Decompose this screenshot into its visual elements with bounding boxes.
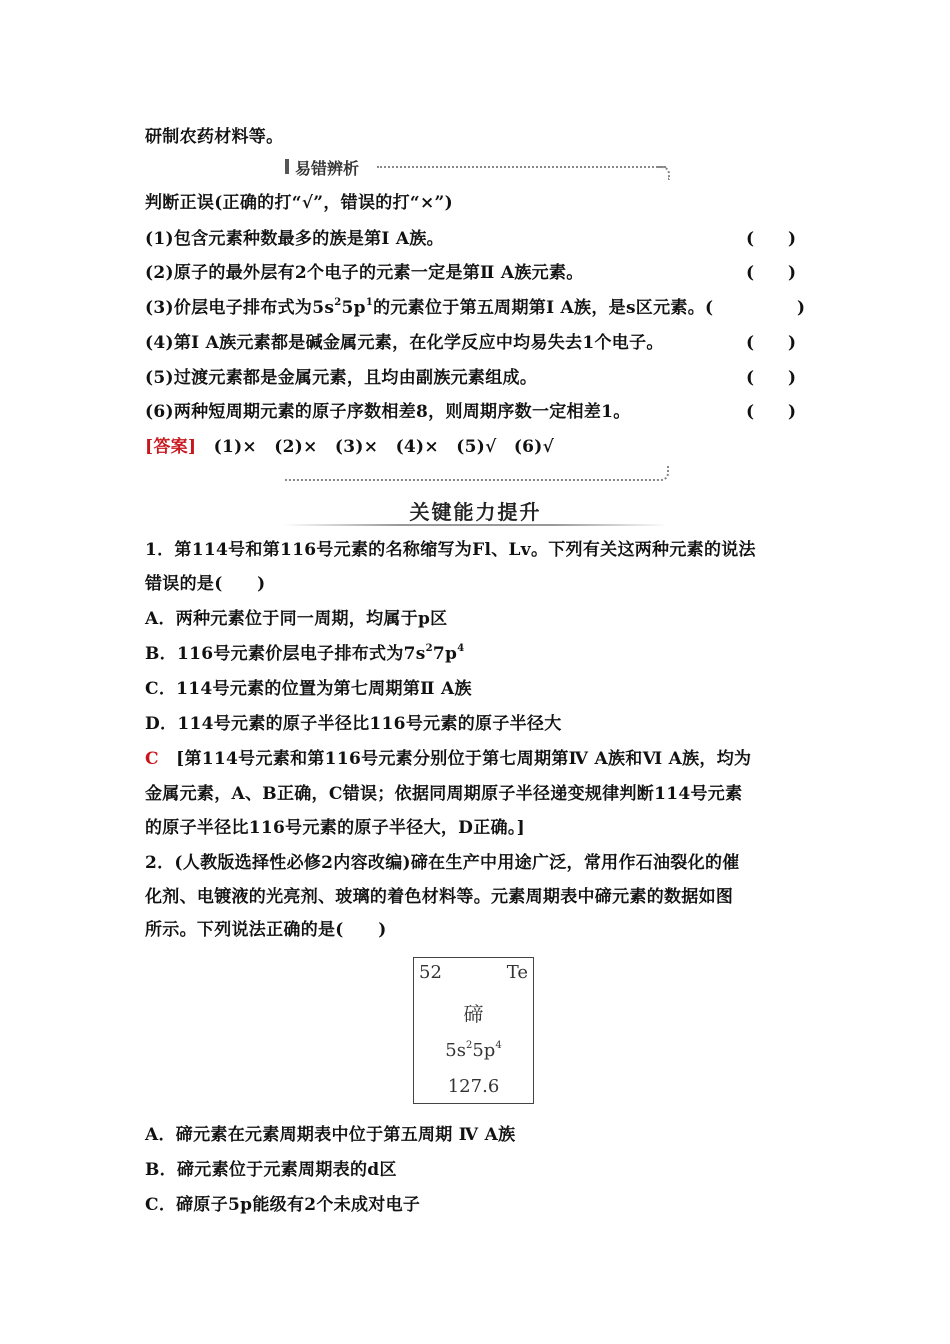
q1-explanation-line3: 的原子半径比116号元素的原子半径大，D正确。] <box>145 818 525 838</box>
electron-config <box>414 1040 533 1061</box>
q2-option-b: B．碲元素位于元素周期表的d区 <box>145 1160 397 1180</box>
q1-explanation-line2: 金属元素，A、B正确，C错误；依据同周期原子半径递变规律判断114号元素 <box>145 784 743 804</box>
element-symbol: Te <box>506 962 528 983</box>
key-ability-header <box>283 494 668 528</box>
q2-option-c: C．碲原子5p能级有2个未成对电子 <box>145 1195 421 1215</box>
judge-item-3 <box>145 297 713 319</box>
answer-blank-4: ( ) <box>746 333 797 353</box>
answer-text: (1)× (2)× (3)× (4)× (5)√ (6)√ <box>213 437 555 457</box>
answer-blank-2: ( ) <box>746 263 797 283</box>
judge-instruction: 判断正误(正确的打“√”，错误的打“×”) <box>145 193 453 213</box>
q1-exp-text: [第114号元素和第116号元素分别位于第七周期第Ⅳ A族和Ⅵ A族，均为 <box>176 749 752 769</box>
q1-option-a: A．两种元素位于同一周期，均属于p区 <box>145 609 448 629</box>
config-sup-a: 2 <box>465 1040 473 1051</box>
item3-text-c: 的元素位于第五周期第Ⅰ A族，是s区元素。( <box>373 298 714 318</box>
item3-text-b: 5p <box>341 298 366 318</box>
dotted-divider <box>377 166 666 168</box>
divider-curl <box>658 166 670 180</box>
q1-answer-letter: C <box>145 749 159 769</box>
judge-item-4: (4)第Ⅰ A族元素都是碱金属元素，在化学反应中均易失去1个电子。 <box>145 333 664 353</box>
answer-blank-3: ) <box>797 298 806 318</box>
element-card-tellurium <box>413 957 534 1104</box>
key-ability-title: 关键能力提升 <box>409 500 542 524</box>
q1-option-d: D．114号元素的原子半径比116号元素的原子半径大 <box>145 714 562 734</box>
q1-optb-text-a: B．116号元素价层电子排布式为7s <box>145 644 426 664</box>
section-title: 易错辨析 <box>295 159 360 178</box>
q2-stem-line1: 2．(人教版选择性必修2内容改编)碲在生产中用途广泛，常用作石油裂化的催 <box>145 853 740 873</box>
q2-stem-line2: 化剂、电镀液的光亮剂、玻璃的着色材料等。元素周期表中碲元素的数据如图 <box>145 887 734 907</box>
q1-stem-line1: 1．第114号和第116号元素的名称缩写为Fl、Lv。下列有关这两种元素的说法 <box>145 540 756 560</box>
element-name: 碲 <box>463 1002 484 1026</box>
q1-optb-text-b: 7p <box>432 644 458 664</box>
q1-explanation-line1 <box>145 748 751 770</box>
header-underline <box>283 524 668 526</box>
atomic-number: 52 <box>419 962 442 983</box>
answer-blank-1: ( ) <box>746 229 797 249</box>
section-bar-icon <box>285 159 289 174</box>
intro-tail: 研制农药材料等。 <box>145 127 284 147</box>
config-sup-b: 4 <box>495 1040 502 1051</box>
config-a: 5s <box>445 1040 466 1061</box>
item3-sup-a: 2 <box>334 297 342 309</box>
item3-text-a: (3)价层电子排布式为5s <box>145 298 335 318</box>
atomic-mass: 127.6 <box>447 1076 500 1097</box>
section-header-errors <box>285 154 670 180</box>
judge-item-1: (1)包含元素种数最多的族是第Ⅰ A族。 <box>145 229 444 249</box>
judge-item-6: (6)两种短周期元素的原子序数相差8，则周期序数一定相差1。 <box>145 402 631 422</box>
q2-stem-line3: 所示。下列说法正确的是( ) <box>145 920 387 940</box>
q1-stem-line2: 错误的是( ) <box>145 574 266 594</box>
judge-answer <box>145 436 554 458</box>
judge-item-5: (5)过渡元素都是金属元素，且均由副族元素组成。 <box>145 368 538 388</box>
section-end-divider <box>285 465 669 481</box>
q1-optb-sup-b: 4 <box>457 643 465 655</box>
q2-option-a: A．碲元素在元素周期表中位于第五周期 Ⅳ A族 <box>145 1125 516 1145</box>
answer-blank-6: ( ) <box>746 402 797 422</box>
judge-item-2: (2)原子的最外层有2个电子的元素一定是第Ⅱ A族元素。 <box>145 263 584 283</box>
answer-blank-5: ( ) <box>746 368 797 388</box>
q1-optb-sup-a: 2 <box>425 643 433 655</box>
item3-sup-b: 1 <box>365 297 374 309</box>
q1-option-c: C．114号元素的位置为第七周期第Ⅱ A族 <box>145 679 472 699</box>
config-b: 5p <box>472 1040 496 1061</box>
answer-label: [答案] <box>145 437 197 457</box>
q1-option-b <box>145 643 465 665</box>
